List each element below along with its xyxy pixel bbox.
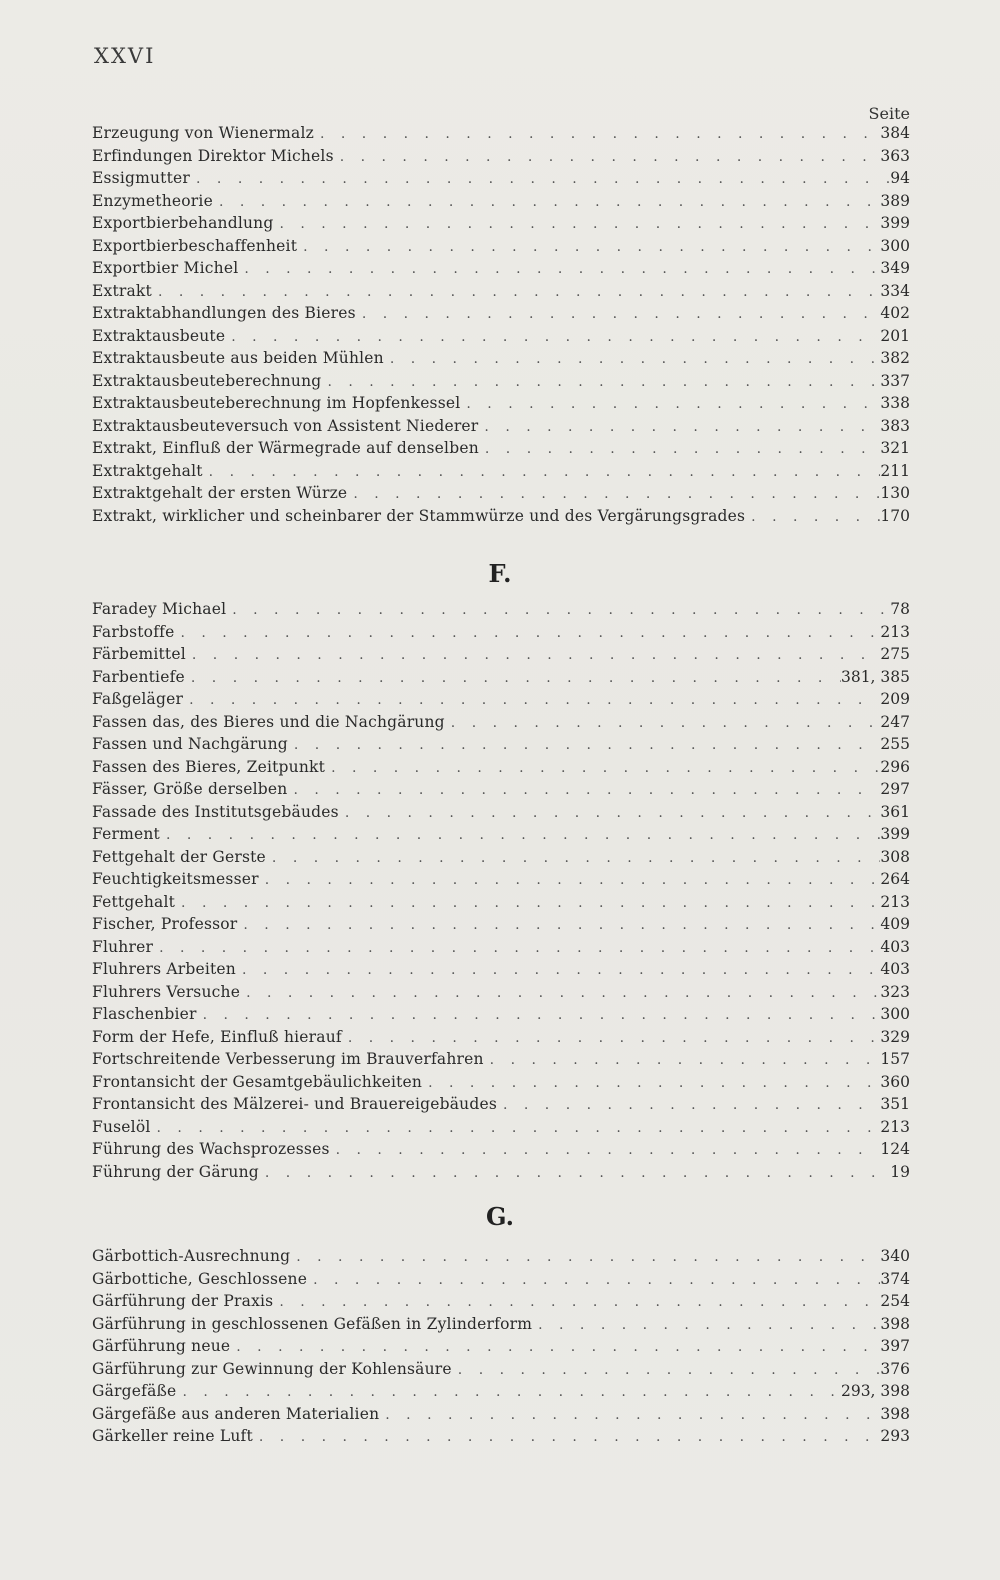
leader-dots (497, 1094, 880, 1116)
index-page-number: 275 (880, 645, 910, 663)
index-page-number: 157 (880, 1050, 910, 1068)
index-term: Gärbottich-Ausrechnung (92, 1247, 291, 1265)
leader-dots (237, 914, 880, 936)
index-entry (92, 122, 910, 144)
index-entry (92, 1138, 910, 1160)
index-term: Extraktausbeuteversuch von Assistent Niederer (92, 416, 479, 435)
index-term: Enzymetheorie (92, 191, 213, 210)
index-term: Gärkeller reine Luft (92, 1427, 253, 1445)
index-term: Fluhrer (92, 937, 154, 956)
index-entry (92, 621, 910, 643)
leader-dots (259, 869, 881, 891)
index-term: Feuchtigkeitsmesser (92, 870, 259, 888)
index-page-number: 300 (880, 236, 910, 255)
index-entry (92, 145, 910, 167)
index-entry (92, 756, 910, 778)
leader-dots (203, 461, 881, 483)
index-page-number: 360 (880, 1072, 910, 1091)
index-term: Farbstoffe (92, 622, 175, 641)
index-term: Gärführung in geschlossenen Gefäßen in Zylinderform (92, 1314, 533, 1333)
index-page-number: 124 (880, 1140, 910, 1158)
index-term: Essigmutter (92, 169, 191, 187)
leader-dots (197, 1004, 881, 1026)
index-entry (92, 733, 910, 755)
index-entry (92, 280, 910, 302)
index-entry (92, 1313, 910, 1335)
index-page-number: 381, 385 (840, 667, 910, 686)
index-term: Führung des Wachsprozesses (92, 1140, 330, 1158)
index-term: Exportbierbeschaffenheit (92, 236, 298, 255)
index-entry (92, 437, 910, 459)
leader-dots (175, 892, 880, 914)
index-entry (92, 981, 910, 1003)
leader-dots (330, 1139, 881, 1161)
leader-dots (452, 1359, 881, 1381)
index-page-number: 323 (880, 982, 910, 1001)
index-page-number: 383 (880, 416, 910, 435)
leader-dots (176, 1381, 841, 1403)
index-entry (92, 167, 910, 189)
index-page-number: 213 (880, 892, 910, 911)
index-term: Exportbier Michel (92, 259, 239, 277)
index-term: Fluhrers Versuche (92, 982, 241, 1001)
index-entry (92, 778, 910, 800)
index-entry (92, 936, 910, 958)
index-term: Extraktausbeuteberechnung im Hopfenkessel (92, 394, 461, 412)
index-page-number: 213 (880, 1117, 910, 1136)
leader-dots (297, 236, 880, 258)
index-page-number: 94 (890, 169, 910, 187)
leader-dots (174, 622, 880, 644)
index-page-number: 211 (880, 461, 910, 480)
index-page-number: 374 (880, 1269, 910, 1288)
leader-dots (253, 1426, 881, 1448)
index-entry (92, 1290, 910, 1312)
index-entry (92, 1093, 910, 1115)
index-term: Fuselöl (92, 1117, 151, 1136)
index-term: Frontansicht des Mälzerei- und Brauereigebäudes (92, 1095, 497, 1113)
index-term: Extraktausbeute (92, 326, 226, 345)
leader-dots (153, 937, 880, 959)
index-term: Extrakt (92, 281, 152, 300)
index-page-number: 399 (880, 214, 910, 232)
leader-dots (342, 1027, 881, 1049)
index-term: Fassen des Bieres, Zeitpunkt (92, 757, 326, 776)
index-page-number: 300 (880, 1005, 910, 1023)
leader-dots (290, 1246, 880, 1268)
index-entry (92, 482, 910, 504)
section-letter-g: G. (486, 1202, 514, 1231)
leader-dots (225, 326, 880, 348)
index-page-number: 338 (880, 394, 910, 412)
index-term: Erzeugung von Wienermalz (92, 124, 314, 142)
index-page-number: 247 (880, 712, 910, 731)
index-entry (92, 1268, 910, 1290)
index-page-number: 398 (880, 1314, 910, 1333)
index-term: Frontansicht der Gesamtgebäulichkeiten (92, 1072, 423, 1091)
index-entry (92, 958, 910, 980)
index-page-number: 340 (880, 1247, 910, 1265)
index-term: Fassen und Nachgärung (92, 735, 288, 753)
section-letter-f: F. (488, 559, 512, 588)
leader-dots (259, 1162, 890, 1184)
index-entry (92, 711, 910, 733)
leader-dots (230, 1336, 880, 1358)
index-term: Erfindungen Direktor Michels (92, 146, 334, 165)
leader-dots (314, 123, 880, 145)
leader-dots (422, 1072, 880, 1094)
index-page-number: 19 (890, 1162, 910, 1181)
index-page-number: 403 (880, 937, 910, 956)
index-term: Fortschreitende Verbesserung im Brauverfahren (92, 1050, 484, 1068)
index-term: Fettgehalt der Gerste (92, 847, 266, 866)
leader-dots (185, 667, 841, 689)
index-term: Gärführung der Praxis (92, 1292, 274, 1310)
leader-dots (356, 303, 881, 325)
index-entry (92, 1245, 910, 1267)
index-page-number: 349 (880, 259, 910, 277)
index-entry (92, 1403, 910, 1425)
index-entry (92, 643, 910, 665)
index-term: Flaschenbier (92, 1005, 197, 1023)
index-page-number: 382 (880, 349, 910, 367)
leader-dots (745, 506, 880, 528)
index-term: Gärgefäße (92, 1382, 177, 1400)
index-term: Färbemittel (92, 645, 186, 663)
index-page-number: 361 (880, 802, 910, 821)
index-page-number: 329 (880, 1027, 910, 1046)
index-term: Fassen das, des Bieres und die Nachgärung (92, 712, 445, 731)
index-entry (92, 1026, 910, 1048)
index-term: Faßgeläger (92, 690, 184, 708)
index-entry (92, 598, 910, 620)
leader-dots (186, 644, 881, 666)
index-term: Fässer, Größe derselben (92, 780, 288, 798)
leader-dots (384, 348, 881, 370)
index-entry (92, 370, 910, 392)
index-term: Extrakt, Einfluß der Wärmegrade auf denselben (92, 439, 479, 457)
leader-dots (339, 802, 881, 824)
index-term: Gärgefäße aus anderen Materialien (92, 1404, 380, 1423)
index-page-number: 337 (880, 371, 910, 390)
index-page-number: 334 (880, 281, 910, 300)
leader-dots (445, 712, 881, 734)
index-page-number: 398 (880, 1404, 910, 1423)
index-entry (92, 666, 910, 688)
index-entry (92, 688, 910, 710)
leader-dots (484, 1049, 881, 1071)
leader-dots (151, 1117, 881, 1139)
index-term: Exportbierbehandlung (92, 214, 274, 232)
index-entry (92, 846, 910, 868)
index-entry (92, 1161, 910, 1183)
index-entry (92, 212, 910, 234)
index-entry (92, 1358, 910, 1380)
index-page-number: 397 (880, 1337, 910, 1355)
leader-dots (190, 168, 890, 190)
index-page-number: 308 (880, 847, 910, 866)
index-term: Gärbottiche, Geschlossene (92, 1269, 308, 1288)
index-entry (92, 347, 910, 369)
index-entry (92, 415, 910, 437)
index-page-number: 402 (880, 304, 910, 322)
leader-dots (379, 1404, 880, 1426)
index-term: Gärführung zur Gewinnung der Kohlensäure (92, 1359, 452, 1378)
leader-dots (273, 1291, 880, 1313)
index-page-number: 296 (880, 757, 910, 776)
index-page-number: 297 (880, 780, 910, 798)
index-entry (92, 868, 910, 890)
leader-dots (478, 416, 880, 438)
leader-dots (213, 191, 880, 213)
index-term: Farbentiefe (92, 667, 185, 686)
page-number: XXVI (94, 44, 156, 68)
leader-dots (334, 146, 881, 168)
index-entry (92, 392, 910, 414)
index-entry (92, 1071, 910, 1093)
leader-dots (307, 1269, 880, 1291)
index-term: Extraktgehalt (92, 461, 203, 480)
index-entry (92, 1335, 910, 1357)
index-term: Faradey Michael (92, 600, 227, 618)
index-entry (92, 1425, 910, 1447)
index-page-number: 389 (880, 191, 910, 210)
index-page-number: 363 (880, 146, 910, 165)
index-entry (92, 823, 910, 845)
leader-dots (152, 281, 880, 303)
index-page-number: 254 (880, 1292, 910, 1310)
index-term: Gärführung neue (92, 1337, 231, 1355)
index-page-number: 293, 398 (840, 1382, 910, 1400)
leader-dots (347, 483, 880, 505)
index-entry (92, 1048, 910, 1070)
index-entry (92, 913, 910, 935)
index-entry (92, 235, 910, 257)
index-entry (92, 1380, 910, 1402)
leader-dots (460, 393, 880, 415)
leader-dots (236, 959, 880, 981)
index-term: Extraktausbeuteberechnung (92, 371, 322, 390)
index-page-number: 376 (880, 1359, 910, 1378)
index-term: Fassade des Institutsgebäudes (92, 802, 339, 821)
index-entry (92, 1003, 910, 1025)
index-entry (92, 891, 910, 913)
index-term: Ferment (92, 825, 160, 843)
leader-dots (226, 599, 890, 621)
index-page-number: 403 (880, 960, 910, 978)
index-term: Extraktabhandlungen des Bieres (92, 304, 356, 322)
index-page-number: 399 (880, 825, 910, 843)
index-page-number: 255 (880, 735, 910, 753)
index-term: Führung der Gärung (92, 1162, 259, 1181)
index-entry (92, 190, 910, 212)
index-page-number: 209 (880, 690, 910, 708)
leader-dots (321, 371, 880, 393)
leader-dots (288, 734, 881, 756)
index-page-number: 409 (880, 915, 910, 933)
index-page-number: 78 (890, 600, 910, 618)
index-entry (92, 1116, 910, 1138)
index-entry (92, 257, 910, 279)
index-page-number: 351 (880, 1095, 910, 1113)
leader-dots (479, 438, 881, 460)
leader-dots (160, 824, 880, 846)
index-page-number: 213 (880, 622, 910, 641)
leader-dots (183, 689, 880, 711)
index-entry (92, 302, 910, 324)
index-term: Form der Hefe, Einfluß hierauf (92, 1027, 342, 1046)
index-entry (92, 801, 910, 823)
index-term: Extrakt, wirklicher und scheinbarer der Stammwürze und des Vergärungsgrades (92, 506, 746, 525)
index-page-number: 321 (880, 439, 910, 457)
leader-dots (238, 258, 880, 280)
index-page-number: 201 (880, 326, 910, 345)
leader-dots (325, 757, 880, 779)
index-term: Fischer, Professor (92, 915, 238, 933)
leader-dots (266, 847, 880, 869)
leader-dots (287, 779, 880, 801)
leader-dots (532, 1314, 880, 1336)
leader-dots (273, 213, 880, 235)
index-term: Extraktausbeute aus beiden Mühlen (92, 349, 384, 367)
index-entry (92, 460, 910, 482)
index-page-number: 384 (880, 124, 910, 142)
index-entry (92, 505, 910, 527)
leader-dots (240, 982, 880, 1004)
index-page-number: 170 (880, 506, 910, 525)
index-entry (92, 325, 910, 347)
index-page-number: 130 (880, 484, 910, 502)
index-term: Extraktgehalt der ersten Würze (92, 484, 348, 502)
index-term: Fettgehalt (92, 892, 176, 911)
index-page-number: 264 (880, 870, 910, 888)
page-column-header: Seite (868, 104, 910, 123)
index-page-number: 293 (880, 1427, 910, 1445)
index-term: Fluhrers Arbeiten (92, 960, 236, 978)
